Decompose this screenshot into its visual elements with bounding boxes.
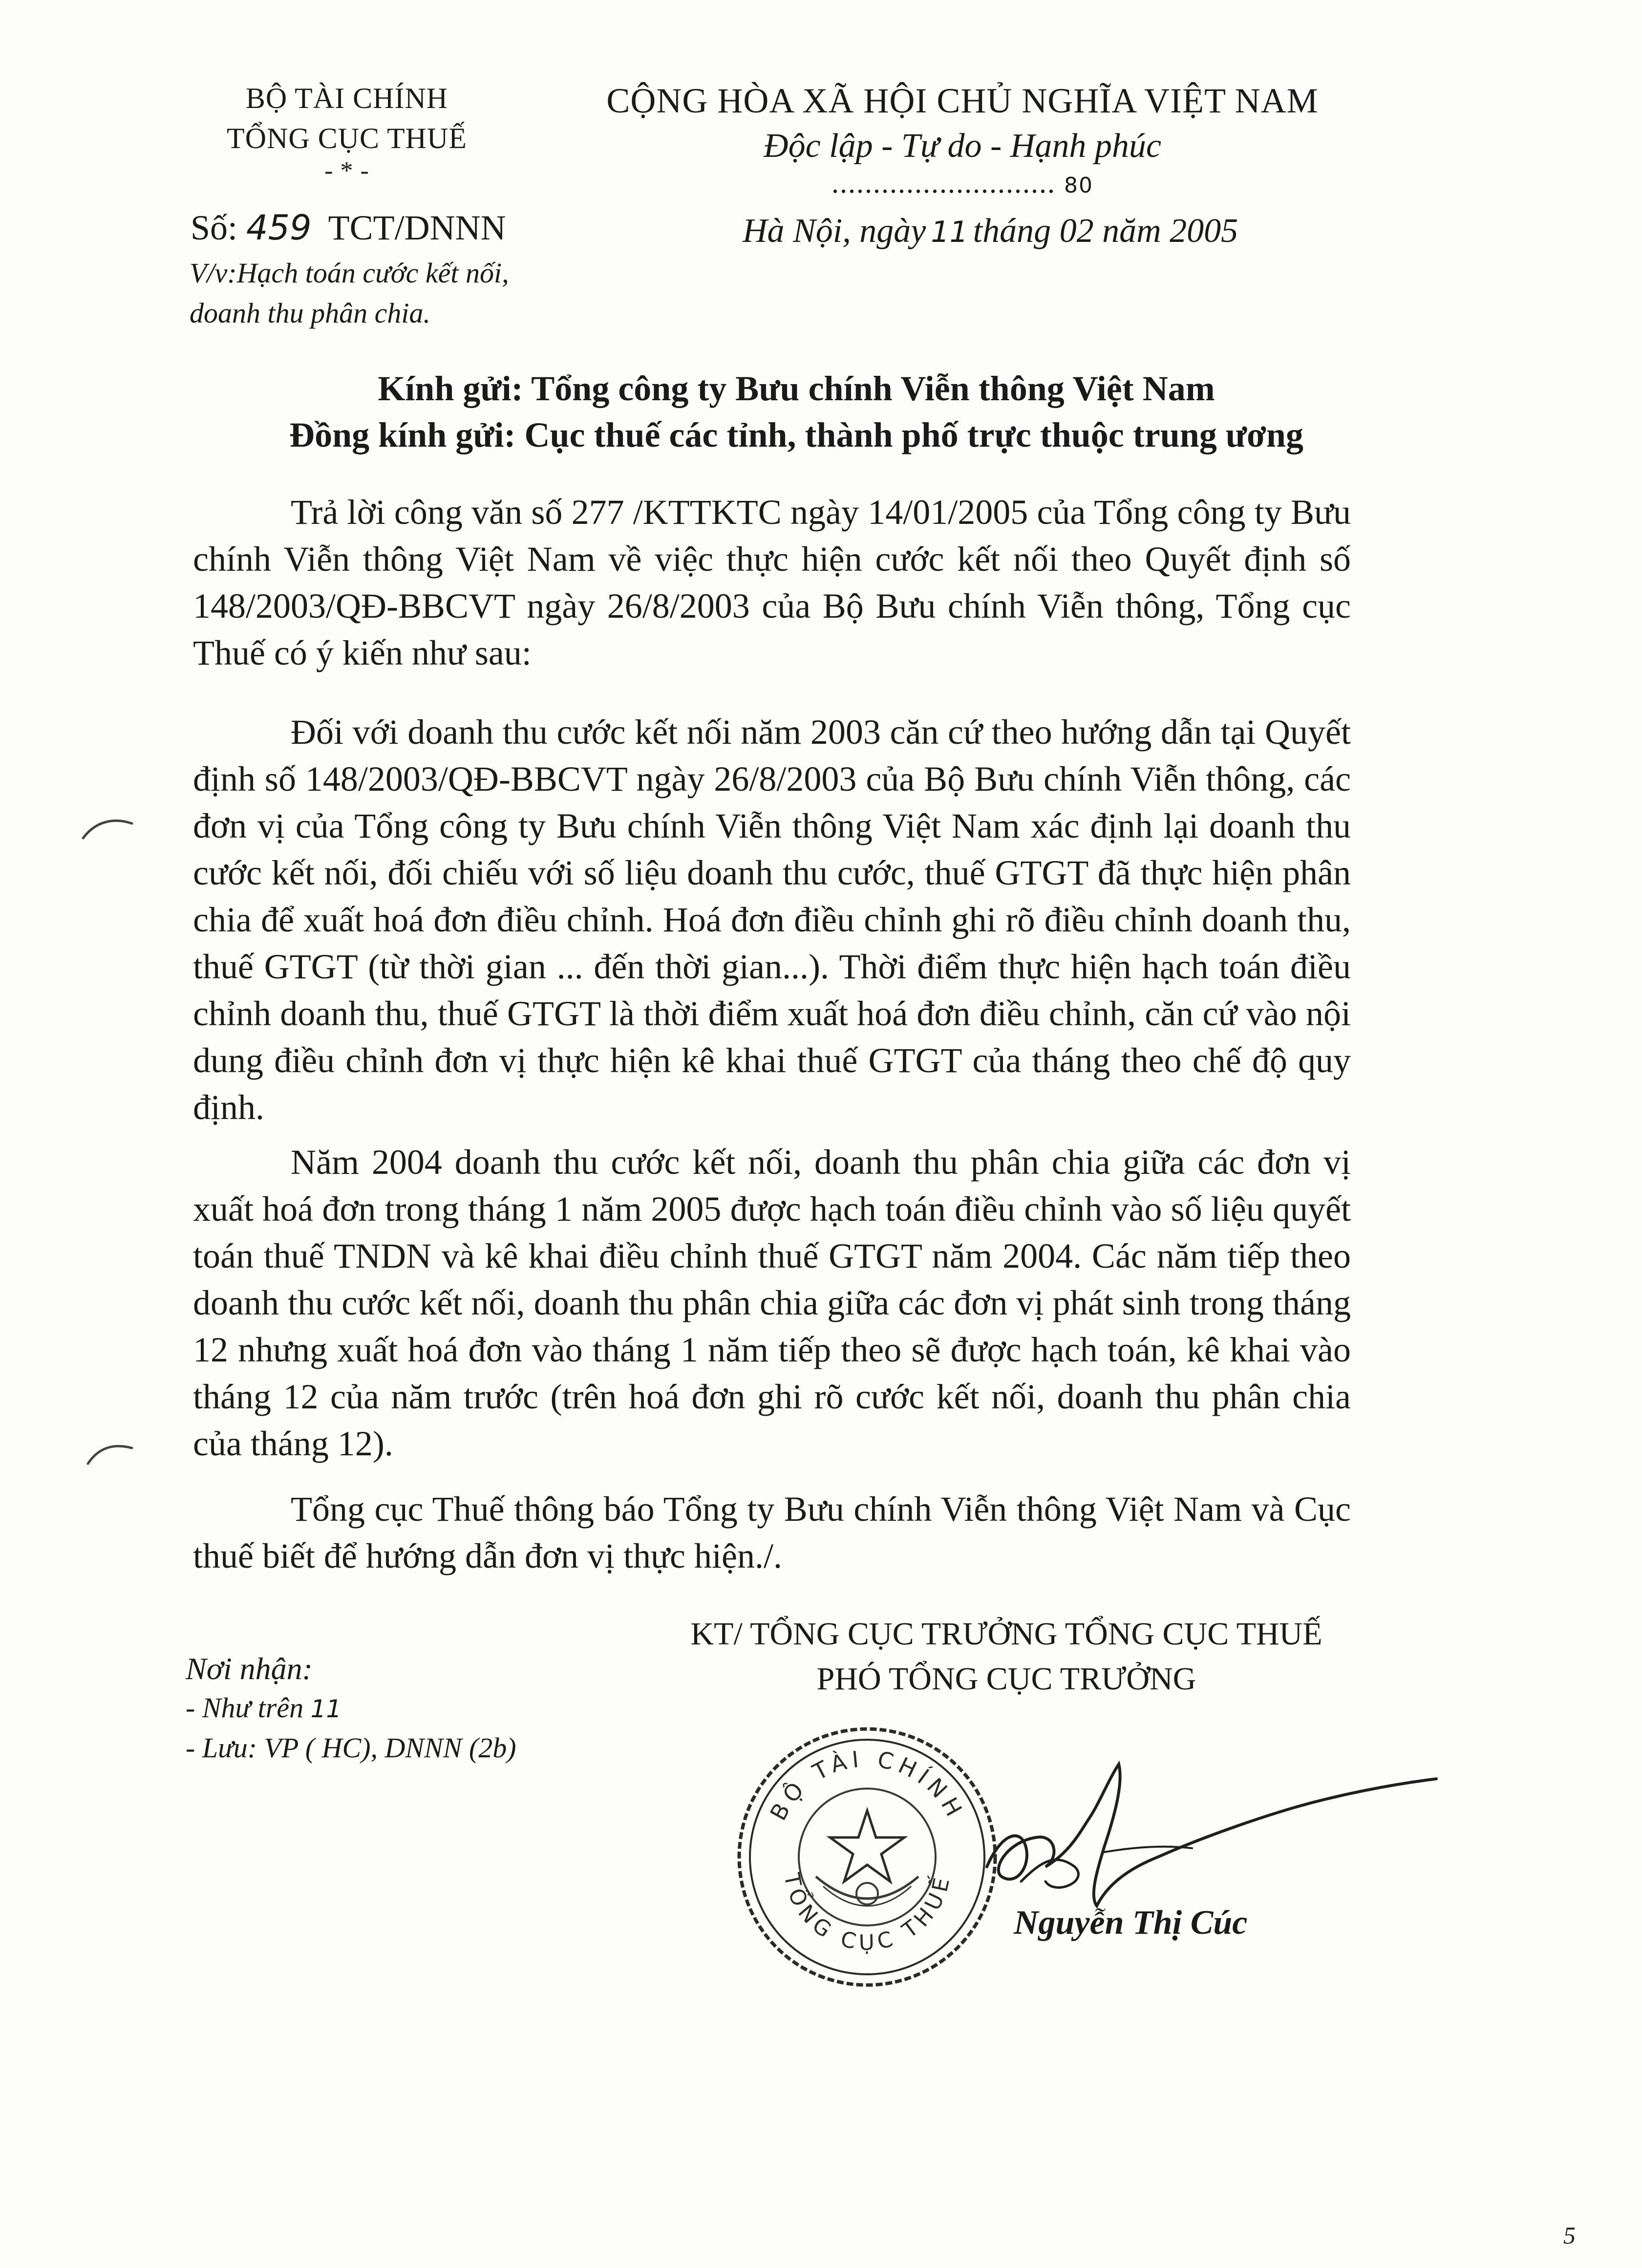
margin-mark-icon	[78, 814, 137, 843]
subject-line-1: V/v:Hạch toán cước kết nối,	[190, 257, 509, 289]
header-separator: - * -	[324, 157, 369, 185]
date-prefix: Hà Nội, ngày	[743, 212, 926, 250]
body-paragraph-2: Đối với doanh thu cước kết nối năm 2003 căn cứ theo hướng dẫn tại Quyết định số 148/2003/QĐ-BBCVT ngày 26/8/2003 của Bộ Bưu chính Viễn thông, các đơn vị của Tổng công ty Bưu chính Viễn thông Việt Nam xác định lại doanh thu cước kết nối, đối chiếu với số liệu doanh thu cước, thuế GTGT đã thực hiện phân chia để xuất hoá đơn điều chỉnh. Hoá đơn điều chỉnh ghi rõ điều chỉnh doanh thu, thuế GTGT (từ thời gian ... đến thời gian...). Thời điểm thực hiện hạch toán điều chỉnh doanh thu, thuế GTGT là thời điểm xuất hoá đơn điều chỉnh, căn cứ vào nội dung điều chỉnh đơn vị thực hiện kê khai thuế GTGT của tháng theo chế độ quy định.	[193, 713, 1351, 1127]
date-suffix: tháng 02 năm 2005	[973, 212, 1238, 250]
subject-line-2: doanh thu phân chia.	[190, 297, 430, 329]
recipient-item-1	[186, 1688, 516, 1728]
addressee-cc: Đồng kính gửi: Cục thuế các tỉnh, thành phố trực thuộc trung ương	[289, 415, 1303, 454]
motto-underline	[606, 168, 1319, 200]
body-paragraph-1: Trả lời công văn số 277 /KTTKTC ngày 14/01/2005 của Tổng công ty Bưu chính Viễn thông Việt Nam về việc thực hiện cước kết nối theo Quyết định số 148/2003/QĐ-BBCVT ngày 26/8/2003 của Bộ Bưu chính Viễn thông, Tổng cục Thuế có ý kiến như sau:	[193, 493, 1351, 672]
seal-text-top: BỘ TÀI CHÍNH	[765, 1745, 970, 1825]
recipient-item-1-text: - Như trên	[186, 1692, 304, 1724]
national-header	[606, 77, 1319, 200]
document-number	[191, 204, 506, 251]
recipients-block	[186, 1649, 516, 1768]
signature-title-line-1: KT/ TỔNG CỤC TRƯỞNG TỔNG CỤC THUẾ	[690, 1616, 1322, 1652]
seal-text-bottom: TỔNG CỤC THUẾ	[779, 1871, 956, 1956]
signature-title-line-2: PHÓ TỔNG CỤC TRƯỞNG	[816, 1661, 1196, 1697]
national-motto: Độc lập - Tự do - Hạnh phúc	[764, 127, 1161, 165]
recipient-item-1-note: 11	[310, 1695, 342, 1723]
recipient-item-2: - Lưu: VP ( HC), DNNN (2b)	[186, 1732, 516, 1764]
signer-name: Nguyễn Thị Cúc	[1014, 1904, 1248, 1942]
margin-mark-icon	[83, 1439, 137, 1469]
document-subject	[190, 253, 629, 333]
number-label: Số:	[191, 208, 238, 247]
page-mark: 5	[1563, 2222, 1576, 2249]
issuer-block	[161, 78, 533, 184]
department-name: TỔNG CỤC THUẾ	[227, 122, 467, 154]
addressee-to: Kính gửi: Tổng công ty Bưu chính Viễn thông Việt Nam	[378, 369, 1215, 408]
ministry-name: BỘ TÀI CHÍNH	[245, 82, 448, 114]
country-name: CỘNG HÒA XÃ HỘI CHỦ NGHĨA VIỆT NAM	[606, 81, 1319, 120]
handwritten-mark: 80	[1064, 173, 1093, 198]
number-value: 459	[246, 208, 312, 248]
body-paragraph-3: Năm 2004 doanh thu cước kết nối, doanh thu phân chia giữa các đơn vị xuất hoá đơn trong tháng 1 năm 2005 được hạch toán điều chỉnh vào số liệu quyết toán thuế TNDN và kê khai điều chỉnh thuế GTGT năm 2004. Các năm tiếp theo doanh thu cước kết nối, doanh thu phân chia giữa các đơn vị phát sinh trong tháng 12 nhưng xuất hoá đơn vào tháng 1 năm tiếp theo sẽ được hạch toán, kê khai vào tháng 12 của năm trước (trên hoá đơn ghi rõ cước kết nối, doanh thu phân chia của tháng 12).	[193, 1143, 1351, 1463]
recipients-label: Nơi nhận:	[186, 1651, 313, 1686]
number-suffix: TCT/DNNN	[328, 208, 506, 247]
body-paragraph-4: Tổng cục Thuế thông báo Tổng ty Bưu chính Viễn thông Việt Nam và Cục thuế biết để hướng dẫn đơn vị thực hiện./.	[193, 1490, 1351, 1576]
date-line	[743, 209, 1238, 254]
date-day: 11	[931, 215, 968, 249]
motto-dots: ...........................	[832, 167, 1056, 199]
signature-title	[616, 1612, 1397, 1702]
